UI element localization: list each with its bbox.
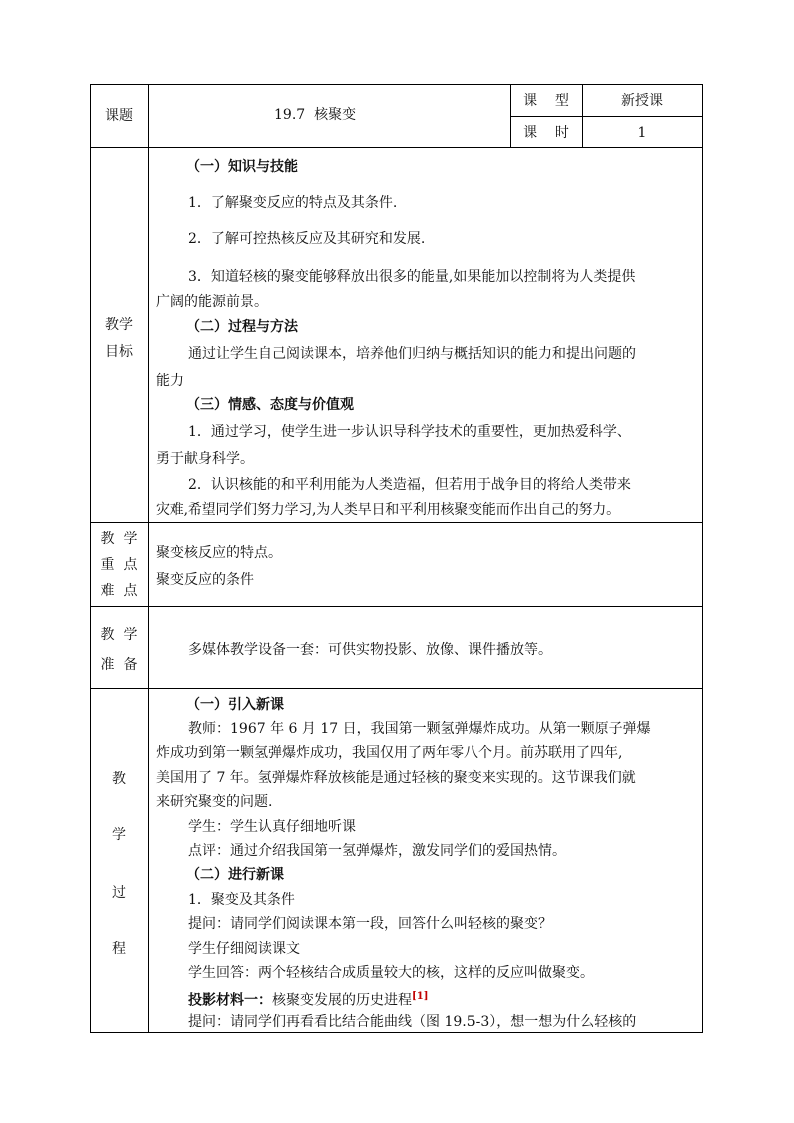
objective-line: 通过让学生自己阅读课本，培养他们归纳与概括知识的能力和提出问题的 xyxy=(188,346,636,362)
table-border-top xyxy=(90,84,703,85)
row-divider-header xyxy=(90,147,703,148)
projection-material-line xyxy=(188,988,428,1010)
process-label-char: 程 xyxy=(112,941,126,957)
objective-item: 3．知道轻核的聚变能够释放出很多的能量,如果能加以控制将为人类提供 xyxy=(188,269,636,285)
keypoints-label-line-1: 教 学 xyxy=(100,531,138,547)
process-line: 美国用了 7 年。氢弹爆炸释放核能是通过轻核的聚变来实现的。这节课我们就 xyxy=(156,770,636,786)
objectives-label-line-1: 教学 xyxy=(105,317,133,333)
projection-material-text: 核聚变发展的历史进程 xyxy=(272,992,412,1009)
lesson-title: 19.7 核聚变 xyxy=(274,107,357,123)
label-column-divider xyxy=(148,84,149,1033)
preparation-text: 多媒体教学设备一套：可供实物投影、放像、课件播放等。 xyxy=(188,642,552,658)
row-divider-objectives xyxy=(90,522,703,523)
objective-line: 灾难,希望同学们努力学习,为人类早日和平利用核聚变能而作出自己的努力。 xyxy=(156,502,620,518)
preparation-label-line-2: 准 备 xyxy=(100,657,138,673)
preparation-label-line-1: 教 学 xyxy=(100,627,138,643)
objective-line: 能力 xyxy=(156,373,184,389)
projection-material-label: 投影材料一： xyxy=(188,992,272,1009)
objective-line: 2．认识核能的和平利用能为人类造福，但若用于战争目的将给人类带来 xyxy=(188,477,631,493)
process-section-2-heading: （二）进行新课 xyxy=(186,867,284,883)
objective-item: 2．了解可控热核反应及其研究和发展. xyxy=(188,231,426,247)
objective-line: 勇于献身科学。 xyxy=(156,451,254,467)
process-line: 教师：1967 年 6 月 17 日，我国第一颗氢弹爆炸成功。从第一颗原子弹爆 xyxy=(188,721,651,737)
process-line: 提问：请同学们阅读课本第一段，回答什么叫轻核的聚变？ xyxy=(188,916,552,932)
lesson-type-value: 新授课 xyxy=(621,93,663,109)
process-line: 炸成功到第一颗氢弹爆炸成功，我国仅用了两年零八个月。前苏联用了四年, xyxy=(156,745,623,761)
lesson-hours-label: 课 时 xyxy=(523,125,569,141)
citation-link[interactable]: [1] xyxy=(412,991,429,1002)
process-line: 点评：通过介绍我国第一氢弹爆炸，激发同学们的爱国热情。 xyxy=(188,843,566,859)
objectives-section-1-heading: （一）知识与技能 xyxy=(186,159,298,175)
process-section-1-heading: （一）引入新课 xyxy=(186,697,284,713)
process-line: 1．聚变及其条件 xyxy=(188,892,295,908)
row-divider-keypoints xyxy=(90,606,703,607)
table-border-right xyxy=(702,84,703,1033)
process-label-char: 学 xyxy=(112,827,126,843)
process-line: 学生：学生认真仔细地听课 xyxy=(188,819,356,835)
objectives-label-line-2: 目标 xyxy=(105,344,133,360)
row-divider-preparation xyxy=(90,688,703,689)
objective-item: 广阔的能源前景。 xyxy=(156,294,268,310)
objective-item: 1．了解聚变反应的特点及其条件. xyxy=(188,195,398,211)
table-border-bottom xyxy=(90,1032,703,1033)
process-line: 来研究聚变的问题. xyxy=(156,794,273,810)
keypoint-line: 聚变核反应的特点。 xyxy=(156,545,282,561)
process-line: 学生回答：两个轻核结合成质量较大的核，这样的反应叫做聚变。 xyxy=(188,965,594,981)
objective-line: 1．通过学习，使学生进一步认识导科学技术的重要性，更加热爱科学、 xyxy=(188,424,631,440)
header-mid-divider xyxy=(510,116,703,117)
lesson-type-label: 课 型 xyxy=(523,93,569,109)
lesson-hours-value: 1 xyxy=(637,125,647,141)
keypoints-label-line-2: 重 点 xyxy=(100,557,138,573)
keypoints-label-line-3: 难 点 xyxy=(100,583,138,599)
objectives-section-2-heading: （二）过程与方法 xyxy=(186,319,298,335)
process-line: 提问：请同学们再看看比结合能曲线（图 19.5-3），想一想为什么轻核的 xyxy=(188,1014,637,1030)
process-line: 学生仔细阅读课文 xyxy=(188,941,300,957)
keypoint-line: 聚变反应的条件 xyxy=(156,572,254,588)
process-label-char: 教 xyxy=(112,771,126,787)
objectives-section-3-heading: （三）情感、态度与价值观 xyxy=(186,397,354,413)
process-label-char: 过 xyxy=(112,885,126,901)
topic-label: 课题 xyxy=(105,108,133,124)
